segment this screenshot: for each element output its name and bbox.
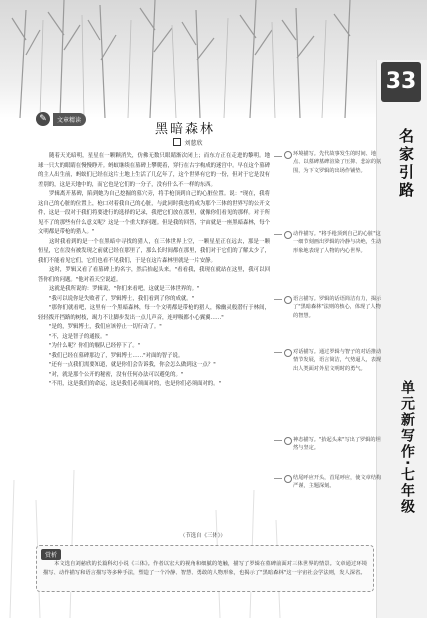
paragraph: "我可以说你是失败者了，罗辑博士，我们看到了你的成就。" xyxy=(49,295,195,302)
article-author xyxy=(118,138,258,147)
paragraph: 这时，罗辑又看了看墓碑上的名字，然后抬起头来。"看看我，我现在就站在这里，我可以回答你们的问题。"他对着天空说道。 xyxy=(38,267,270,283)
page-number: 33 xyxy=(381,62,421,102)
paragraph: "对，就是那个公开的秘密，没有任何办法可以避免的。" xyxy=(49,371,184,378)
forest-illustration xyxy=(0,0,427,118)
margin-note: 语言描写。罗辑的话语简洁有力，揭示了"黑暗森林"法则的核心，体现了人物的智慧。 xyxy=(284,295,385,320)
margin-note: 动作描写。"将手枪顶到自己的心脏"这一细节刻画出罗辑的冷静与决绝，生动形象地表现了人物的内心世界。 xyxy=(284,230,385,255)
paragraph: 罗辑离开墓碑，陷到她为自己挖掘的墓穴旁，将手枪顶到自己的心脏位置。说："现在，我将这自己的心脏的位置上，枪口对着我自己的心脏，与此同时我也将成为那个三体的世界写的公开文件，这是一段对于我们将要进行的选择的记录，我把它们放在那里，就像你们看见的那样。对于所见不了的那些有什么意义呢？这是一个重大的问题。但是我的回答，宇宙就是一座黑暗森林，每个文明都是带枪的猎人。" xyxy=(38,191,270,235)
article-source: （节选自《三体》） xyxy=(180,533,226,539)
paragraph: "还有一点我们需要知道，就是你们会告诉我，你会怎么做到这一点？" xyxy=(49,362,216,368)
forest-banner xyxy=(0,0,427,118)
commentary-box xyxy=(36,545,374,592)
paragraph: "不用，这是我们的命运，这是我们必须面对的，也是你们必须面对的。" xyxy=(49,381,222,387)
note-connector xyxy=(274,478,282,479)
commentary-tag: 赏析 xyxy=(41,549,61,560)
article-title: 黑暗森林 xyxy=(154,122,215,137)
note-connector xyxy=(274,352,282,353)
paragraph: 这时我看到的是一个在黑暗中寻找的猎人，在三体世界上空，一颗星星正在远去，那是一颗恒星，它在没有被发现之前就已经在那里了，那么长时间都在那里，我们对于它们的了解太少了，我们不能看见它们，它们也看不见我们，于是在这片森林里就是一片安静。 xyxy=(38,238,270,264)
margin-note: 对话描写。通过罗辑与智子的对话推动情节发展，语言简洁，气势逼人，表现出人类面对外星文明时的勇气。 xyxy=(284,348,385,373)
unit-title: 单元新写作·七年级 xyxy=(399,380,415,516)
paragraph: "我们已经在墓碑那边了，罗辑博士……"对面的智子说。 xyxy=(49,352,184,359)
author-name: 刘慈欣 xyxy=(184,140,203,147)
paragraph: "是的，罗辑博士，我们应该停止一切行动了。" xyxy=(49,324,162,330)
paragraph: 随着天光暗明，星星在一颗颗消失，仿佛无数只眼睛渐次闭上；而东方正在走进的黎明。地球一只大的眼睛在慢慢睁开。蚂蚁继续在墓碑上攀爬着，穿行在古字构成的迷宫中。早在这个墓碑的主人出生前，蚂蚁们已经在这片土地上生活了几亿年了，这个世界有它的一份，但对于它是没有差别的，这是天地中的，而它也是它们的一分子，没有什么不一样的东西。 xyxy=(38,153,270,188)
margin-note: 神态描写。"抬起头来"写出了罗辑的坦然与坚定。 xyxy=(284,436,385,453)
paragraph: "不，这是智子的通报。" xyxy=(49,333,108,340)
paragraph: 这就是我所说的：罗辑说，"你们来看吧，这就是三体世界的。" xyxy=(49,286,200,292)
column-title: 名家引路 xyxy=(397,128,415,200)
note-connector xyxy=(274,440,282,441)
margin-note: 结尾呼应开头，首尾呼应，使文章结构严谨，主题深刻。 xyxy=(284,474,385,491)
note-connector xyxy=(274,156,282,157)
paragraph: "为什么呢？你们的舰队已经停下了。" xyxy=(49,343,141,349)
author-box-icon xyxy=(173,138,181,146)
section-tag xyxy=(36,112,86,126)
book-icon: ✎ xyxy=(36,112,50,126)
article-body xyxy=(38,152,270,390)
section-tag-label: 文章精读 xyxy=(53,113,86,126)
margin-note: 环境描写。先代故事发生的时间、地点、以墓碑墓碑渲染了压抑、悲凉的氛围，为下文罗辑的出场作铺垫。 xyxy=(284,150,385,175)
paragraph: "那你们就看吧，这里有一个黑暗森林，每一个文明都是带枪的猎人，像幽灵般潜行于林间，轻轻拨开挡路的树枝，竭力不让脚步发出一点儿声音，连呼吸都小心翼翼……" xyxy=(38,305,270,321)
note-connector xyxy=(274,299,282,300)
note-connector xyxy=(274,234,282,235)
commentary-text: 本文选自刘慈欣的长篇科幻小说《三体》。作者以宏大的视角和细腻的笔触，描写了罗辑在墓碑前面对三体世界的情景。文章通过环境描写、动作描写和语言描写等多种手法，塑造了一个冷静、智慧、勇敢的人物形象，也揭示了"黑暗森林"这一宇宙社会学法则，发人深省。 xyxy=(43,561,367,576)
